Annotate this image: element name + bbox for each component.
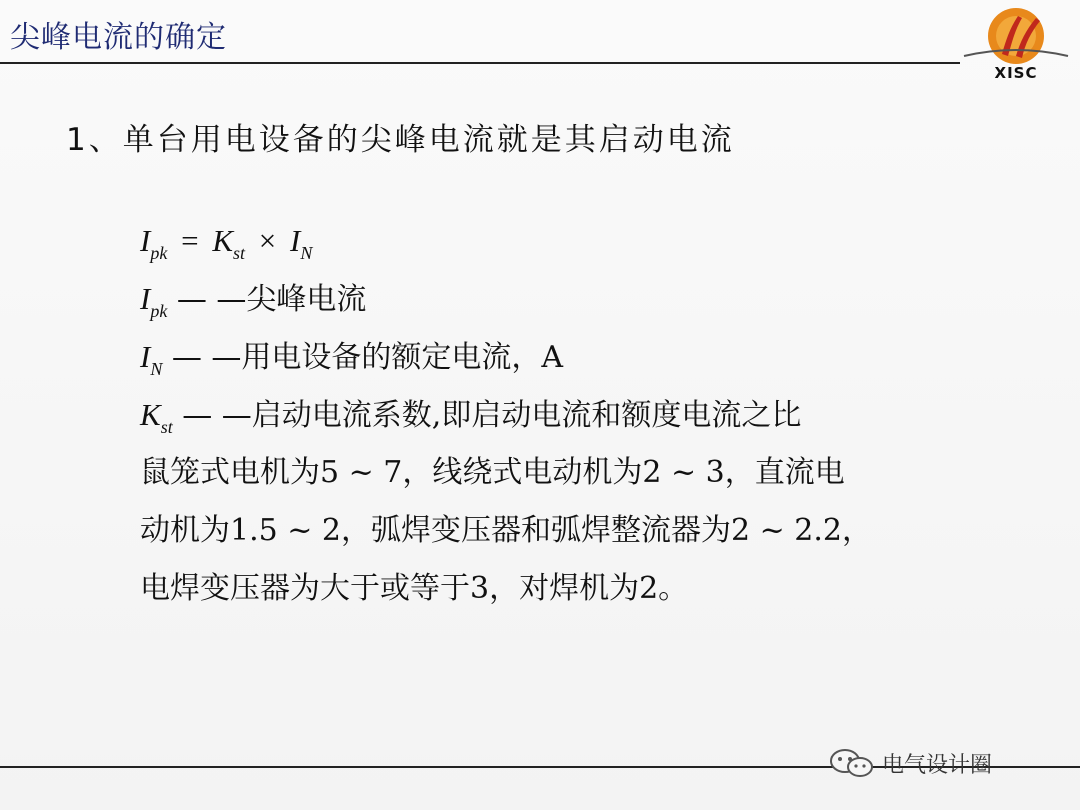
symbol-in: $I_N$: [140, 339, 163, 379]
formula-line: [140, 212, 1000, 270]
definition-ipk: [140, 270, 1000, 328]
page-title: 尖峰电流的确定: [10, 20, 227, 55]
text-line: 动机为1.5 ~ 2，弧焊变压器和弧焊整流器为2 ~ 2.2，: [140, 513, 873, 548]
watermark-text: 电气设计圈: [882, 752, 993, 778]
text-line: 鼠笼式电机为5 ~ 7，线绕式电动机为2 ~ 3，直流电: [140, 455, 845, 490]
logo-text: XISC: [994, 64, 1038, 82]
definition-text: — —尖峰电流: [176, 282, 367, 317]
definition-kst: [140, 386, 1000, 444]
formula-equals: =: [181, 223, 199, 258]
definition-text: — —用电设备的额定电流，A: [171, 340, 564, 375]
definition-in: [140, 328, 1000, 386]
text-line: 电焊变压器为大于或等于3，对焊机为2。: [140, 571, 689, 606]
formula-ipk: $I_{pk}$: [140, 223, 168, 263]
section-heading: 1、单台用电设备的尖峰电流就是其启动电流: [66, 122, 735, 158]
header-divider: [0, 62, 960, 64]
formula-in: $I_N$: [290, 223, 313, 263]
definition-text: — —启动电流系数,即启动电流和额度电流之比: [182, 398, 802, 433]
formula-times: ×: [258, 223, 277, 258]
content-body: [140, 212, 1000, 618]
chat-bubbles-icon: [828, 747, 876, 779]
formula-kst: $K_{st}$: [212, 223, 246, 263]
watermark: [828, 746, 992, 780]
logo-emblem-icon: [958, 4, 1074, 66]
symbol-kst: $K_{st}$: [140, 397, 173, 437]
symbol-ipk: $I_{pk}$: [140, 281, 168, 321]
xisc-logo: [958, 4, 1074, 84]
